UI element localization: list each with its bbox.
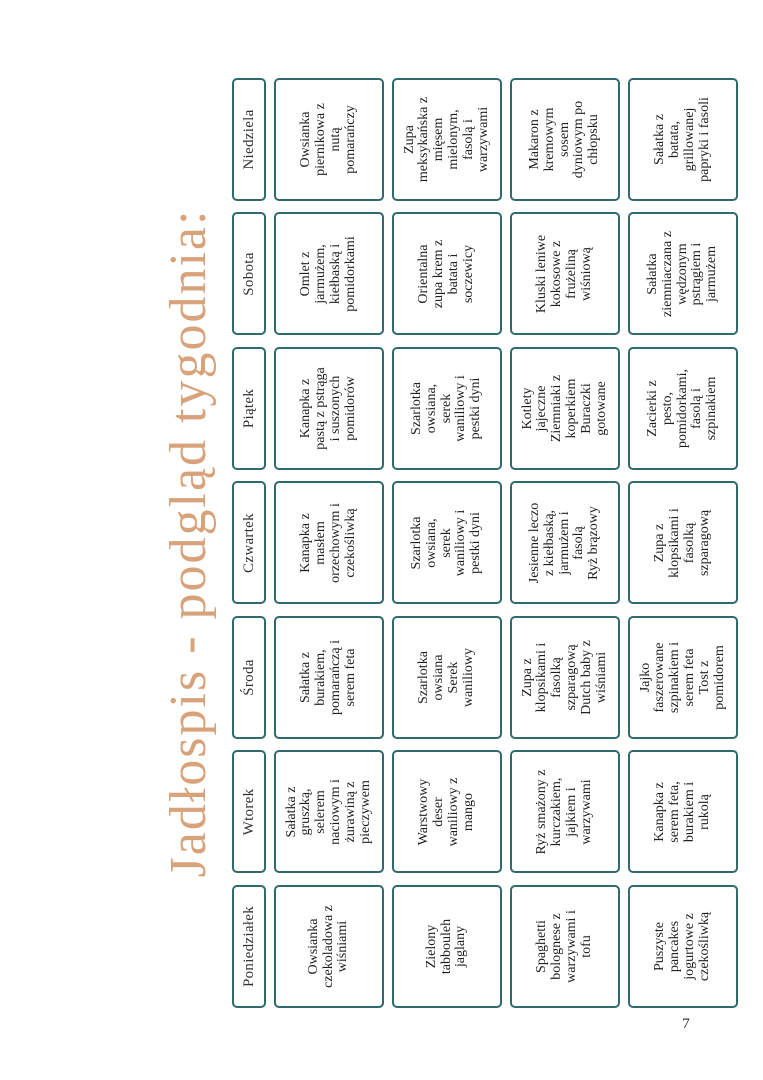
weekly-menu-grid [232,78,727,1008]
day-header-saturday: Sobota [232,213,266,336]
day-header-thursday: Czwartek [232,482,266,605]
meal-cell-sunday-3: Makaron z kremowym sosem dyniowym po chłopsku [510,78,620,201]
meal-cell-saturday-3: Kluski leniwe kokosowe z frużeliną wiśniową [510,213,620,336]
meal-cell-friday-4: Zacierki z pesto, pomidorkami, fasolą i szpinakiem [628,347,738,470]
meal-cell-monday-4: Puszyste pancakes jogurtowe z czekośliwką [628,885,738,1008]
day-header-wednesday: Środa [232,616,266,739]
meal-cell-tuesday-2: Warstwowy deser waniliowy z mango [392,751,502,874]
meal-cell-sunday-4: Sałatka z batata, grillowanej papryki i fasoli [628,78,738,201]
meal-cell-thursday-3: Jesienne leczo z kiełbaską, jarmużem i fasolą Ryż brązowy [510,482,620,605]
day-header-tuesday: Wtorek [232,751,266,874]
meal-cell-friday-1: Kanapka z pastą z pstrąga i suszonych pomidorów [274,347,384,470]
day-header-friday: Piątek [232,347,266,470]
meal-cell-friday-3: Kotlety jajeczne Ziemniaki z koperkiem Buraczki gotowane [510,347,620,470]
meal-cell-monday-1: Owsianka czekoladowa z wiśniami [274,885,384,1008]
meal-cell-friday-2: Szarlotka owsiana, serek waniliowy i pestki dyni [392,347,502,470]
meal-cell-thursday-4: Zupa z klopsikami i fasolką szparagową [628,482,738,605]
meal-cell-saturday-4: Sałatka ziemniaczana z wędzonym pstrągiem i jarmużem [628,213,738,336]
meal-cell-tuesday-3: Ryż smażony z kurczakiem, jajkiem i warzywami [510,751,620,874]
meal-cell-sunday-1: Owsianka piernikowa z nutą pomarańczy [274,78,384,201]
meal-cell-tuesday-4: Kanapka z serem feta, burakiem i rukolą [628,751,738,874]
meal-cell-saturday-2: Orientalna zupa krem z batata i soczewicy [392,213,502,336]
meal-cell-saturday-1: Omlet z jarmużem, kiełbaską i pomidorkami [274,213,384,336]
meal-cell-wednesday-4: Jajko faszerowane szpinakiem i serem feta Tost z pomidorem [628,616,738,739]
day-header-monday: Poniedziałek [232,885,266,1008]
page-title: Jadłospis - podgląd tygodnia: [159,208,217,878]
meal-cell-monday-3: Spaghetti bolognese z warzywami i tofu [510,885,620,1008]
day-header-sunday: Niedziela [232,78,266,201]
rotated-content [145,78,727,1008]
meal-cell-wednesday-3: Zupa z klopsikami i fasolką szparagową Dutch baby z wiśniami [510,616,620,739]
page-number: 7 [682,1016,690,1032]
meal-cell-tuesday-1: Sałatka z gruszką, selerem naciowym i żurawiną z pieczywem [274,751,384,874]
meal-cell-sunday-2: Zupa meksykańska z mięsem mielonym, fasolą i warzywami [392,78,502,201]
meal-cell-thursday-2: Szarlotka owsiana, serek waniliowy i pestki dyni [392,482,502,605]
meal-cell-wednesday-2: Szarlotka owsiana Serek waniliowy [392,616,502,739]
meal-cell-thursday-1: Kanapka z masłem orzechowym i czekośliwką [274,482,384,605]
meal-cell-wednesday-1: Sałatka z burakiem, pomarańczą i serem feta [274,616,384,739]
meal-cell-monday-2: Zielony tabbouleh jaglany [392,885,502,1008]
